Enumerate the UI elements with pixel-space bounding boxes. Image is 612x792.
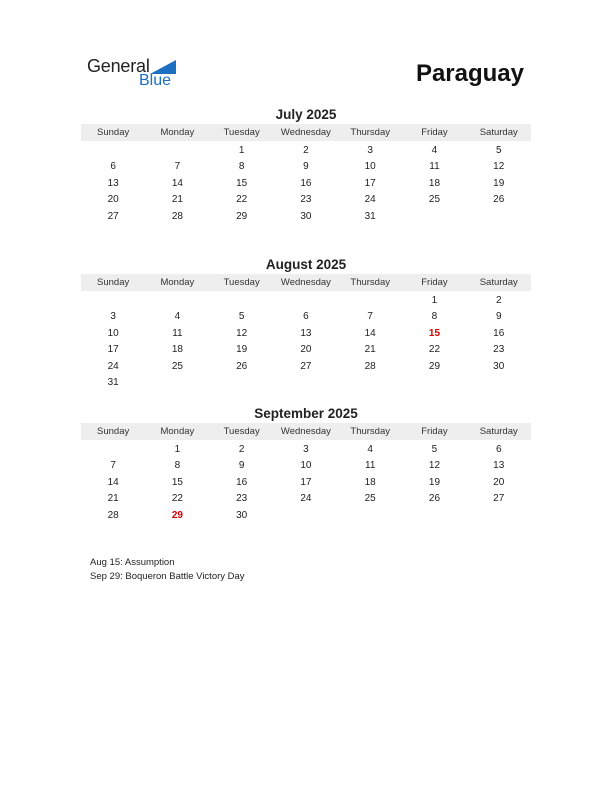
day-cell: 11	[429, 161, 440, 173]
weekday-label: Thursday	[350, 277, 390, 288]
week-row	[81, 441, 531, 458]
day-cell: 13	[493, 460, 505, 472]
day-cell: 20	[300, 344, 312, 356]
weekday-label: Thursday	[350, 127, 390, 138]
day-cell: 16	[236, 476, 248, 488]
week-row	[81, 309, 531, 326]
weekday-label: Thursday	[350, 426, 390, 437]
day-cell: 6	[495, 443, 502, 455]
week-row	[81, 458, 531, 475]
day-cell: 2	[238, 443, 245, 455]
day-cell: 29	[236, 210, 248, 222]
weekday-label: Wednesday	[280, 277, 331, 288]
day-cell: 4	[174, 311, 181, 323]
day-cell: 24	[107, 360, 119, 372]
day-cell: 9	[303, 161, 309, 173]
week-row	[81, 342, 531, 359]
logo-general-text: General	[87, 56, 150, 76]
day-cell: 30	[300, 210, 312, 222]
day-cell: 19	[493, 177, 505, 189]
month-title: August 2025	[265, 257, 347, 272]
day-cell: 3	[303, 443, 309, 455]
weekday-label: Sunday	[97, 127, 130, 138]
week-row	[81, 358, 531, 375]
day-cell: 21	[364, 344, 376, 356]
day-cell: 28	[107, 509, 119, 521]
note-item: Aug 15: Assumption	[90, 557, 175, 568]
week-row	[81, 192, 531, 209]
day-cell: 12	[428, 460, 441, 472]
day-cell: 27	[493, 493, 505, 505]
day-cell: 8	[238, 161, 245, 173]
weekday-header	[81, 274, 531, 291]
weekday-label: Monday	[160, 127, 195, 138]
day-cell: 12	[236, 327, 248, 339]
day-cell: 5	[431, 443, 438, 455]
weekday-label: Monday	[160, 426, 195, 437]
day-cell: 5	[238, 311, 245, 323]
day-cell: 22	[171, 493, 183, 505]
day-cell: 8	[431, 311, 438, 323]
day-cell: 16	[493, 327, 505, 339]
weekday-label: Friday	[421, 127, 448, 138]
day-cell: 31	[107, 377, 119, 389]
day-cell: 7	[174, 161, 181, 173]
week-row	[81, 292, 531, 309]
day-cell: 25	[171, 360, 183, 372]
day-cell: 27	[107, 210, 119, 222]
day-cell: 13	[300, 327, 312, 339]
day-cell: 10	[364, 161, 376, 173]
day-cell: 20	[107, 194, 119, 206]
week-row	[81, 375, 531, 392]
day-cell: 17	[107, 344, 119, 356]
day-cell: 23	[300, 194, 312, 206]
day-cell: 3	[110, 311, 116, 323]
day-cell: 1	[238, 144, 245, 156]
day-cell: 15	[236, 177, 248, 189]
holiday-day-cell: 15	[428, 327, 441, 339]
week-row	[81, 208, 531, 225]
day-cell: 26	[236, 360, 248, 372]
weekday-label: Tuesday	[223, 426, 260, 437]
month-title: September 2025	[254, 406, 358, 421]
day-cell: 9	[495, 311, 502, 323]
day-cell: 7	[367, 311, 373, 323]
weekday-header	[81, 423, 531, 440]
day-cell: 22	[236, 194, 248, 206]
day-cell: 24	[364, 194, 376, 206]
day-cell: 29	[428, 360, 441, 372]
day-cell: 2	[495, 294, 502, 306]
logo	[87, 56, 187, 92]
week-row	[81, 142, 531, 159]
day-cell: 17	[364, 177, 376, 189]
day-cell: 7	[110, 460, 116, 472]
day-cell: 8	[174, 460, 181, 472]
week-row	[81, 325, 531, 342]
weekday-label: Sunday	[97, 277, 130, 288]
week-row	[81, 175, 531, 192]
day-cell: 27	[300, 360, 312, 372]
day-cell: 24	[300, 493, 312, 505]
day-cell: 14	[364, 327, 376, 339]
day-cell: 3	[367, 144, 373, 156]
day-cell: 19	[236, 344, 248, 356]
week-row	[81, 474, 531, 491]
day-cell: 18	[171, 344, 183, 356]
day-cell: 13	[107, 177, 119, 189]
day-cell: 10	[107, 327, 119, 339]
day-cell: 28	[364, 360, 376, 372]
day-cell: 16	[300, 177, 312, 189]
day-cell: 15	[171, 476, 183, 488]
day-cell: 14	[171, 177, 183, 189]
weekday-label: Friday	[421, 426, 448, 437]
day-cell: 30	[493, 360, 505, 372]
note-item: Sep 29: Boqueron Battle Victory Day	[90, 571, 245, 582]
day-cell: 1	[431, 294, 438, 306]
day-cell: 28	[171, 210, 183, 222]
day-cell: 9	[238, 460, 245, 472]
day-cell: 26	[493, 194, 505, 206]
week-row	[81, 159, 531, 176]
weekday-label: Monday	[160, 277, 195, 288]
month-calendar	[81, 405, 531, 524]
day-cell: 5	[495, 144, 502, 156]
weekday-label: Saturday	[479, 277, 518, 288]
day-cell: 21	[107, 493, 119, 505]
logo-blue-text: Blue	[139, 72, 172, 89]
country-title: Paraguay	[415, 60, 524, 87]
day-cell: 31	[364, 210, 376, 222]
day-cell: 18	[364, 476, 376, 488]
month-calendar	[81, 106, 531, 225]
week-row	[81, 491, 531, 508]
day-cell: 25	[364, 493, 376, 505]
weekday-label: Saturday	[479, 127, 518, 138]
weekday-label: Sunday	[97, 426, 130, 437]
day-cell: 11	[172, 327, 183, 339]
day-cell: 19	[428, 476, 441, 488]
month-title: July 2025	[275, 107, 337, 122]
day-cell: 20	[493, 476, 505, 488]
weekday-label: Tuesday	[223, 127, 260, 138]
day-cell: 2	[303, 144, 309, 156]
weekday-label: Saturday	[479, 426, 518, 437]
day-cell: 14	[107, 476, 119, 488]
day-cell: 11	[365, 460, 376, 472]
day-cell: 18	[428, 177, 441, 189]
day-cell: 25	[428, 194, 441, 206]
day-cell: 23	[493, 344, 505, 356]
week-row	[81, 507, 531, 524]
day-cell: 6	[110, 161, 116, 173]
holiday-notes	[90, 556, 245, 584]
day-cell: 10	[300, 460, 312, 472]
day-cell: 17	[300, 476, 312, 488]
month-calendar	[81, 256, 531, 391]
day-cell: 6	[303, 311, 309, 323]
day-cell: 4	[431, 144, 438, 156]
weekday-label: Tuesday	[223, 277, 260, 288]
day-cell: 30	[236, 509, 248, 521]
day-cell: 26	[428, 493, 441, 505]
holiday-day-cell: 29	[171, 509, 183, 521]
day-cell: 23	[236, 493, 248, 505]
weekday-label: Wednesday	[280, 127, 331, 138]
day-cell: 22	[428, 344, 441, 356]
day-cell: 12	[493, 161, 505, 173]
day-cell: 4	[367, 443, 373, 455]
day-cell: 21	[171, 194, 183, 206]
day-cell: 1	[174, 443, 181, 455]
weekday-header	[81, 124, 531, 141]
weekday-label: Friday	[421, 277, 448, 288]
weekday-label: Wednesday	[280, 426, 331, 437]
